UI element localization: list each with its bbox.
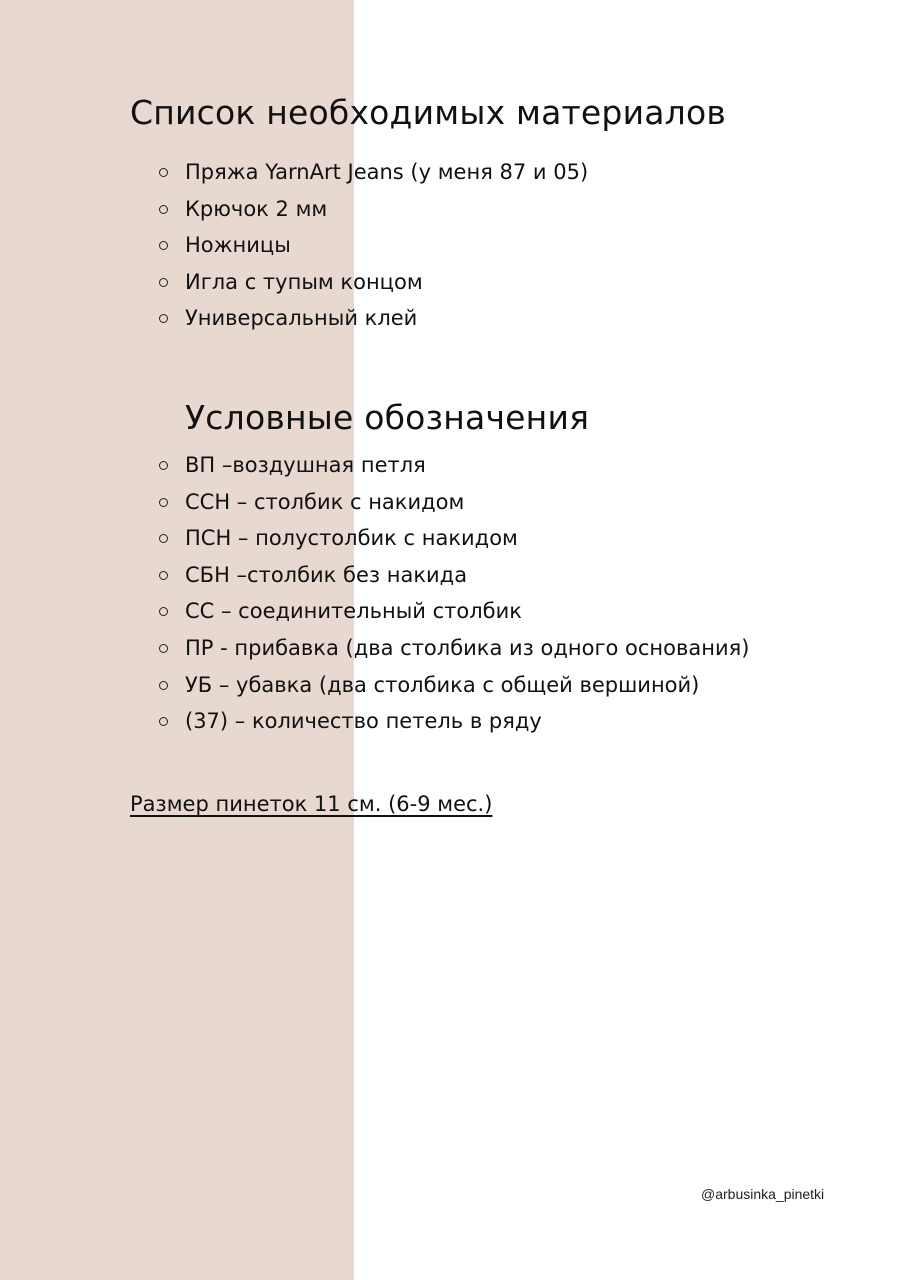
list-item-text: ПР - прибавка (два столбика из одного основания) (185, 635, 750, 660)
size-note: Размер пинеток 11 см. (6-9 мес.) (130, 792, 493, 816)
list-item-text: ВП –воздушная петля (185, 453, 426, 477)
legend-heading: Условные обозначения (185, 398, 590, 437)
circle-bullet-icon (159, 278, 168, 287)
list-item (155, 192, 588, 229)
list-item-text: ПСН – полустолбик с накидом (185, 526, 518, 551)
list-item (155, 228, 588, 265)
circle-bullet-icon (159, 571, 168, 580)
circle-bullet-icon (159, 534, 168, 543)
materials-list (155, 155, 588, 338)
list-item-text: СС – соединительный столбик (185, 599, 522, 624)
circle-bullet-icon (159, 241, 168, 250)
list-item-text: Крючок 2 мм (185, 196, 328, 221)
circle-bullet-icon (159, 498, 168, 507)
social-handle: @arbusinka_pinetki (701, 1186, 825, 1202)
list-item (155, 558, 749, 595)
list-item-text: (37) – количество петель в ряду (185, 709, 542, 734)
list-item-text: УБ – убавка (два столбика с общей вершиной) (185, 672, 700, 697)
list-item-text: Универсальный клей (185, 306, 418, 331)
circle-bullet-icon (159, 168, 168, 177)
list-item (155, 448, 749, 485)
circle-bullet-icon (159, 205, 168, 214)
circle-bullet-icon (159, 681, 168, 690)
list-item (155, 594, 749, 631)
list-item-text: ССН – столбик с накидом (185, 489, 465, 514)
list-item (155, 704, 749, 741)
list-item (155, 301, 588, 338)
circle-bullet-icon (159, 607, 168, 616)
circle-bullet-icon (159, 717, 168, 726)
list-item-text: Ножницы (185, 233, 291, 258)
list-item (155, 265, 588, 302)
list-item (155, 485, 749, 522)
list-item-text: Пряжа YarnArt Jeans (у меня 87 и 05) (185, 160, 589, 184)
list-item (155, 521, 749, 558)
circle-bullet-icon (159, 461, 168, 470)
materials-heading: Список необходимых материалов (130, 93, 726, 132)
list-item (155, 668, 749, 705)
list-item-text: Игла с тупым концом (185, 269, 423, 294)
circle-bullet-icon (159, 644, 168, 653)
list-item (155, 631, 749, 668)
list-item (155, 155, 588, 192)
circle-bullet-icon (159, 314, 168, 323)
legend-list (155, 448, 749, 741)
list-item-text: СБН –столбик без накида (185, 562, 468, 587)
